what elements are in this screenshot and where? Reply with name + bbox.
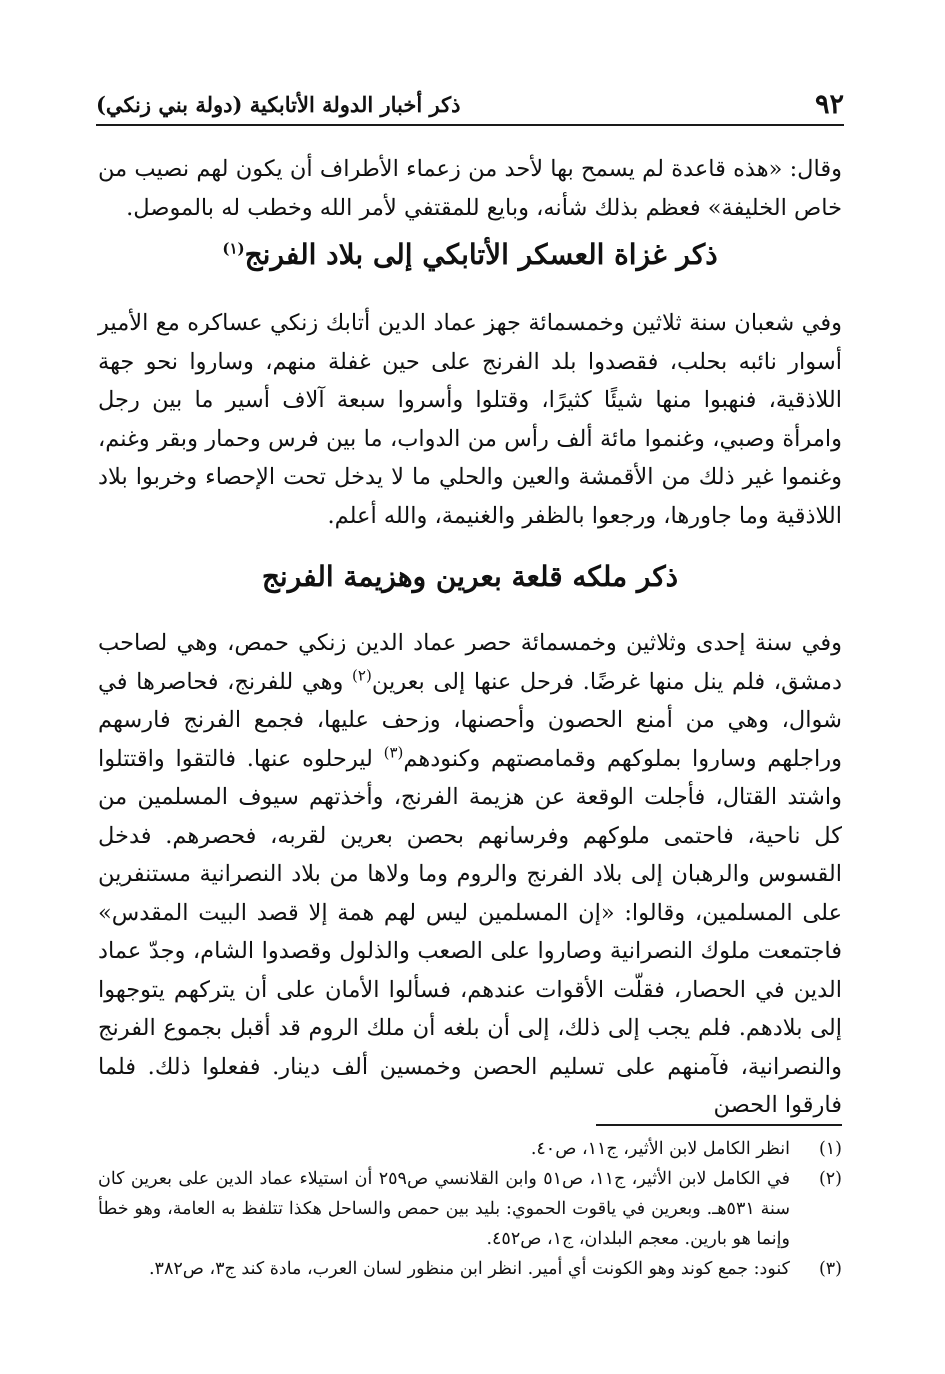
baarin-paragraph [98,624,842,1125]
footnote-number: (١) [818,1139,842,1159]
baarin-text-part-3: ليرحلوه عنها. فالتقوا واقتتلوا واشتد القتال، فأجلت الوقعة عن هزيمة الفرنج، وأخذتهم سيوف المسلمين من كل ناحية، فاحتمى ملوكهم وفرسانهم بحصن بعرين لقربه، فحصرهم. فدخل القسوس والرهبان إلى بلاد الفرنج والروم وما ولاها من بلاد النصرانية مستنفرين على المسلمين، وقالوا: «إن المسلمين ليس لهم همة إلا قصد البيت المقدس» فاجتمعت ملوك النصرانية وصاروا على الصعب والذلول وقصدوا الشام، وجدّ عماد الدين في الحصار، فقلّت الأقوات عندهم، فسألوا الأمان على أن يتركهم يتوجهوا إلى بلادهم. فلم يجب إلى ذلك، إلى أن بلغه أن ملك الروم قد أقبل بجموع الفرنج والنصرانية، فآمنهم على تسليم الحصن وخمسين ألف دينار. ففعلوا ذلك. فلما فارقوا الحصن [98,745,842,1118]
raid-paragraph: وفي شعبان سنة ثلاثين وخمسمائة جهز عماد الدين أتابك زنكي عساكره مع الأمير أسوار نائبه بحلب، فقصدوا بلد الفرنج على حين غفلة منهم، وساروا نحو جهة اللاذقية، فنهبوا منها شيئًا كثيرًا، وقتلوا وأسروا سبعة آلاف أسير ما بين رجل وامرأة وصبي، وغنموا مائة ألف رأس من الدواب، ما بين فرس وحمار وبقر وغنم، وغنموا غير ذلك من الأقمشة والعين والحلي ما لا يدخل تحت الإحصاء وخربوا بلاد اللاذقية وما جاورها، ورجعوا بالظفر والغنيمة، والله أعلم. [98,310,842,529]
running-header [96,84,844,126]
footnote-item [98,1254,842,1284]
footnote-item [98,1164,842,1254]
baarin-text-part-2: وهي للفرنج، فحاصرها في شوال، وهي من أمنع الحصون وأحصنها، وزحف عليها، فجمع الفرنج فارسهم وراجلهم وساروا بملوكهم وقمامصتهم وكنودهم [98,668,842,772]
running-title: ذكر أخبار الدولة الأتابكية (دولة بني زنكي) [96,91,461,117]
footnotes [98,1134,842,1284]
footnote-item [98,1134,842,1164]
footnote-marker-3: (٣) [383,743,404,761]
footnote-number: (٢) [818,1169,842,1189]
footnote-number: (٣) [818,1259,842,1279]
page-number: ٩٢ [814,88,844,120]
section-heading-baarin: ذكر ملكه قلعة بعرين وهزيمة الفرنج [261,560,679,593]
footnote-marker-2: (٢) [352,666,372,684]
footnote-separator [596,1124,842,1126]
footnote-text: كنود: جمع كوند وهو الكونت أي أمير. انظر ابن منظور لسان العرب، مادة كند ج٣، ص٣٨٢. [148,1259,790,1279]
footnote-marker-1: (١) [222,239,245,258]
footnote-text: انظر الكامل لابن الأثير، ج١١، ص٤٠. [530,1139,790,1159]
section-heading-frankish-raid [98,238,842,271]
baarin-text-part-1: وفي سنة إحدى وثلاثين وخمسمائة حصر عماد الدين زنكي حمص، وهي لصاحب دمشق، فلم ينل منها غرضًا. فرحل عنها إلى بعرين [98,630,842,695]
section-heading-text: ذكر غزاة العسكر الأتابكي إلى بلاد الفرنج [244,238,718,271]
intro-paragraph: وقال: «هذه قاعدة لم يسمح بها لأحد من زعماء الأطراف أن يكون لهم نصيب من خاص الخليفة» فعظم بذلك شأنه، وبايع للمقتفي لأمر الله وخطب له بالموصل. [98,156,842,221]
footnote-text: في الكامل لابن الأثير، ج١١، ص٥١ وابن القلانسي ص٢٥٩ أن استيلاء عماد الدين على بعرين كان سنة ٥٣١هـ. وبعرين في ياقوت الحموي: بليد بين حمص والساحل هكذا تتلفظ به العامة، وهو خطأ وإنما هو بارين. معجم البلدان، ج١، ص٤٥٢. [98,1169,790,1249]
